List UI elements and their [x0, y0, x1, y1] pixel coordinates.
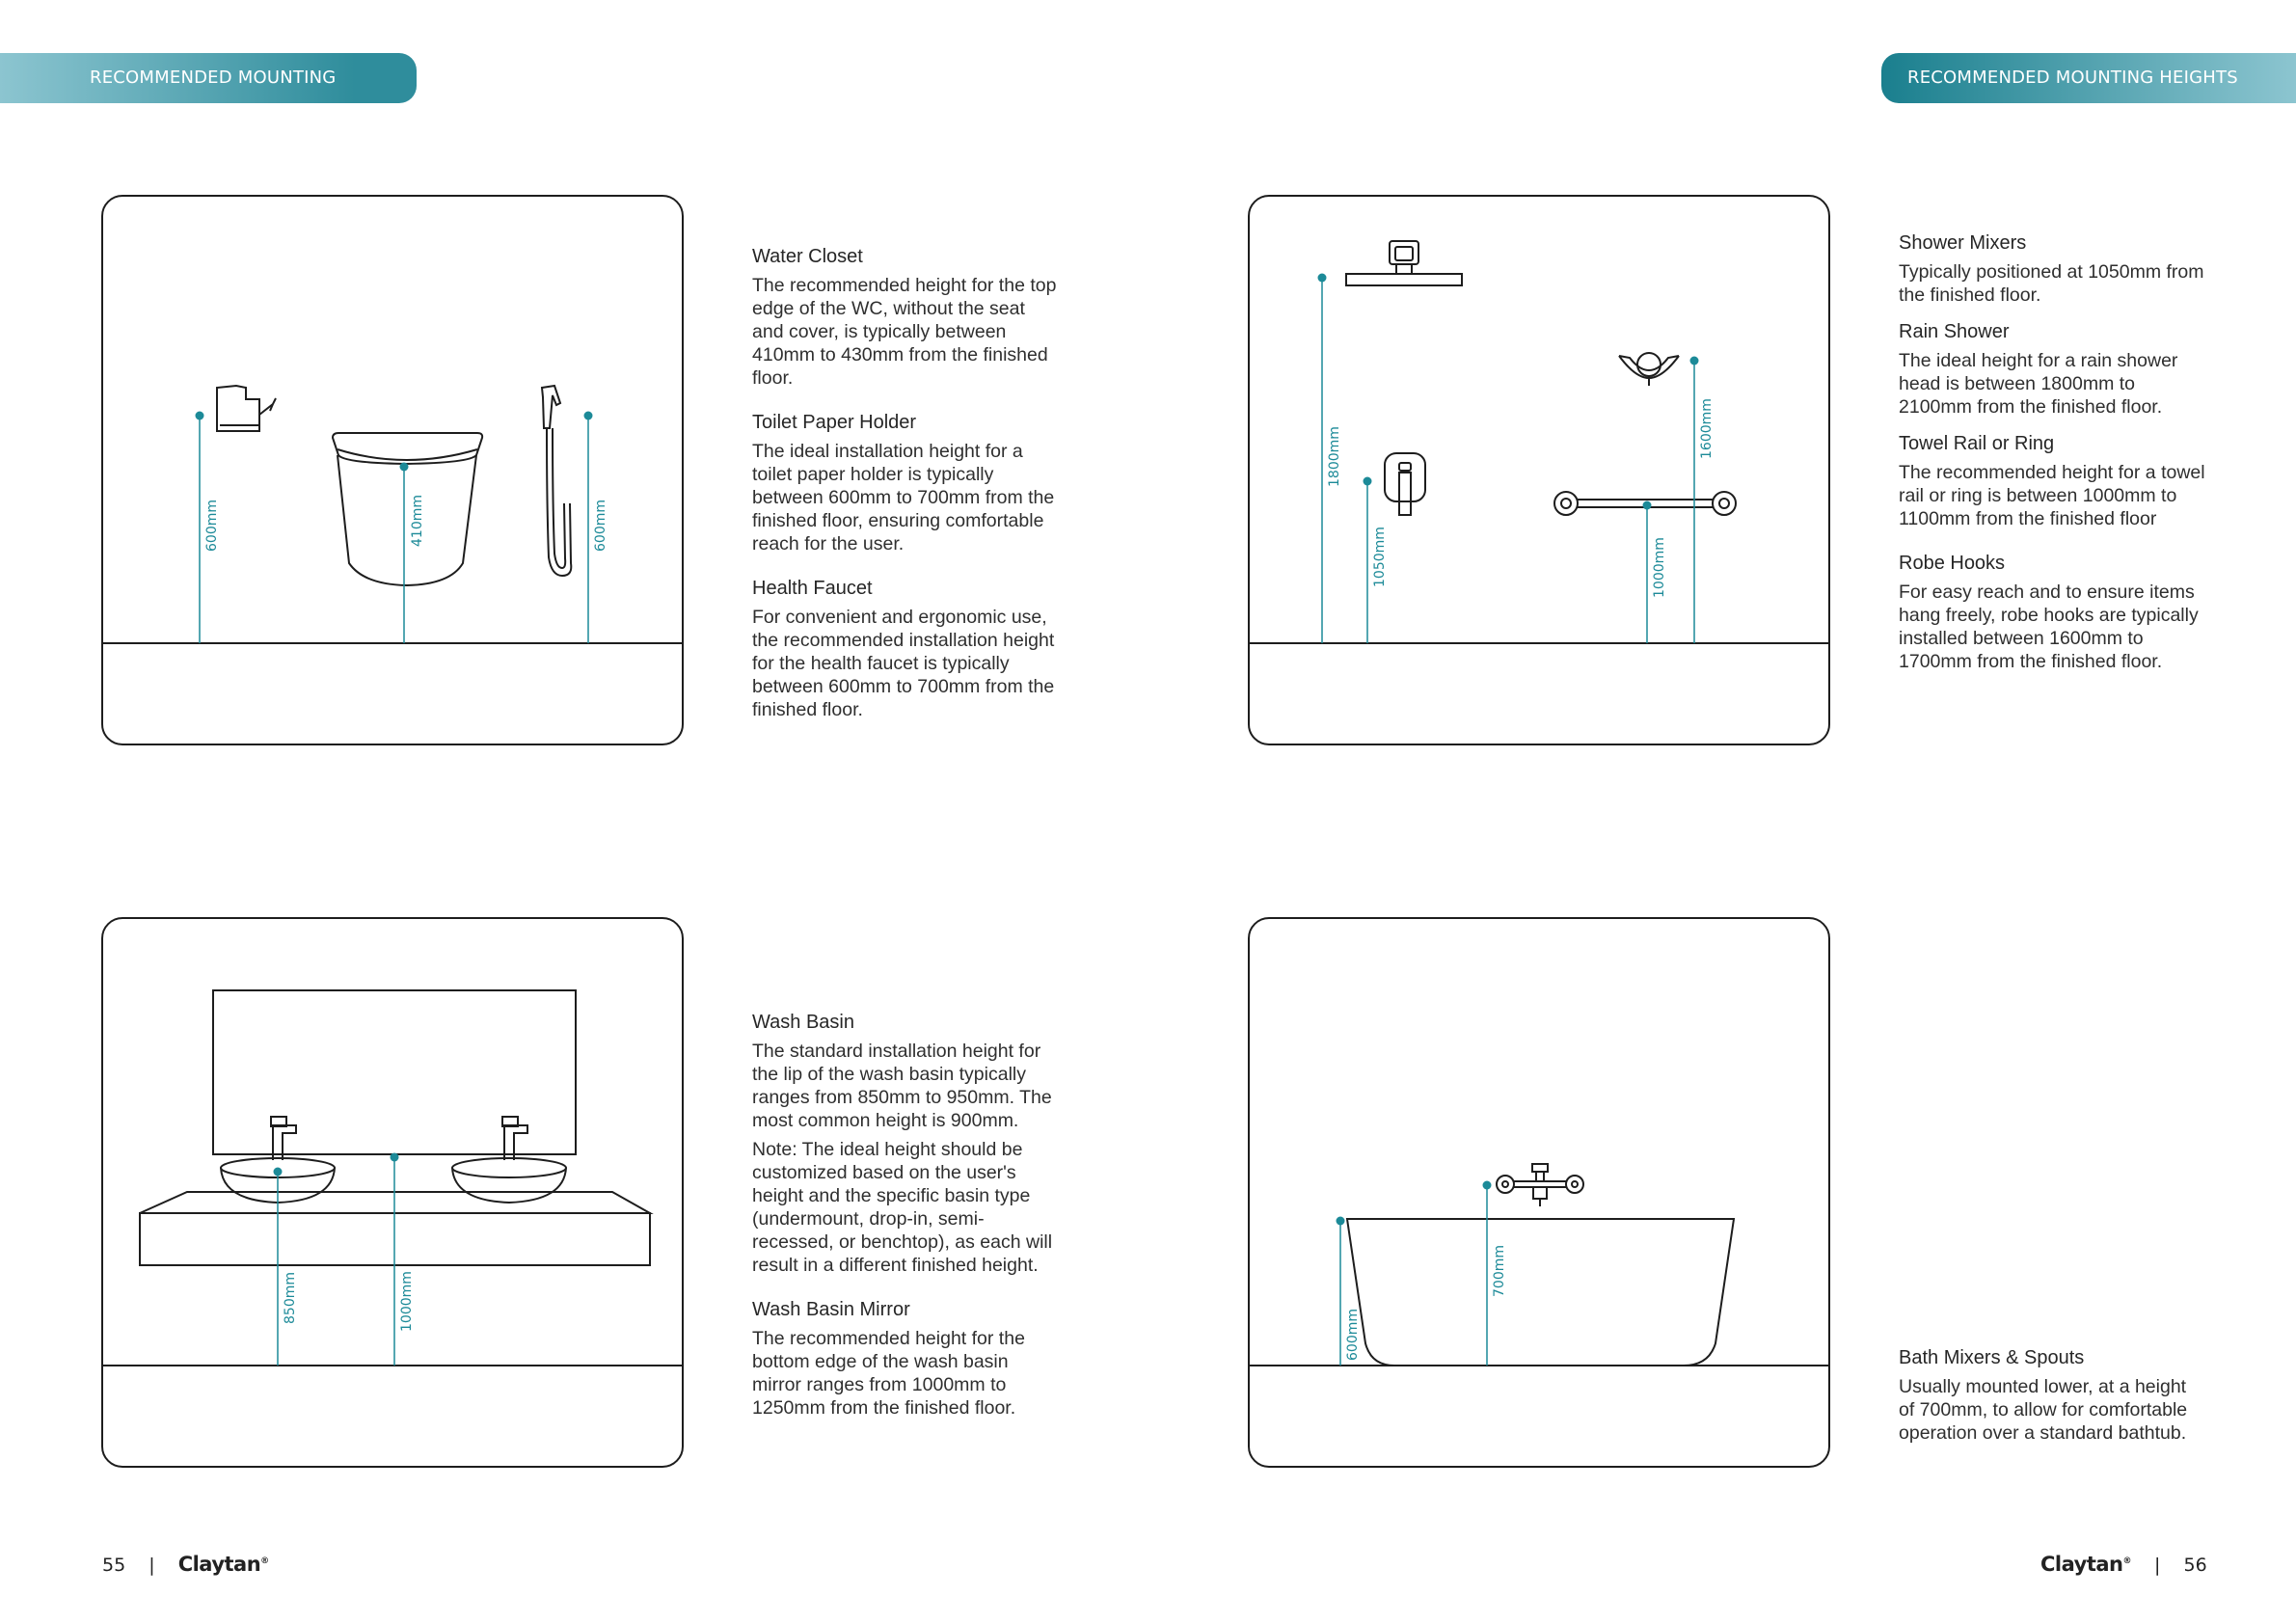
section-tab-left: RECOMMENDED MOUNTING HEIGHTS: [0, 53, 417, 103]
rain-shower-title: Rain Shower: [1899, 321, 2010, 342]
robe-hook-icon: [1619, 353, 1679, 386]
bath-mixer-icon: [1497, 1164, 1583, 1206]
dimension-label: 1600mm: [1699, 398, 1715, 459]
footer-left: [102, 1553, 269, 1576]
dimension-dot: [274, 1168, 283, 1177]
bath-diagram-panel: [1248, 917, 1830, 1468]
shower-diagram: [1250, 197, 1830, 745]
towel-rail-title: Towel Rail or Ring: [1899, 433, 2055, 454]
robe-hooks-title: Robe Hooks: [1899, 553, 2006, 574]
dimension-label: 1000mm: [1652, 537, 1667, 598]
wc-text-block: [752, 245, 1059, 743]
dimension-dot: [1318, 274, 1327, 283]
dimension-dot: [1364, 477, 1372, 486]
dimension-dot: [196, 412, 204, 420]
toilet-paper-holder-icon: [217, 386, 276, 431]
wall-hung-toilet-icon: [333, 433, 482, 585]
dimension-label: 1050mm: [1372, 527, 1388, 587]
dimension-dot: [584, 412, 593, 420]
shower-mixers-title: Shower Mixers: [1899, 232, 2027, 254]
rain-shower-body: The ideal height for a rain shower head is between 1800mm to 2100mm from the finished floor.: [1899, 350, 2178, 418]
wash-basin-mirror-body: The recommended height for the bottom edge of the wash basin mirror ranges from 1000mm to 1250mm from the finished floor.: [752, 1328, 1025, 1419]
robe-hooks-body: For easy reach and to ensure items hang freely, robe hooks are typically installed between 1600mm to 1700mm from the finished floor.: [1899, 582, 2199, 672]
brand-logo-left: Claytan®: [177, 1553, 269, 1576]
dimension-dot: [1337, 1217, 1345, 1226]
towel-rail-body: The recommended height for a towel rail or ring is between 1000mm to 1100mm from the finished floor: [1899, 462, 2205, 529]
dimension-label: 850mm: [283, 1272, 298, 1324]
basin-text-block: [752, 1011, 1059, 1441]
bath-mixers-body: Usually mounted lower, at a height of 700mm, to allow for comfortable operation over a standard bathtub.: [1899, 1376, 2188, 1444]
wc-diagram-panel: [101, 195, 684, 745]
dimension-label: 600mm: [1345, 1309, 1361, 1361]
toilet-paper-holder-title: Toilet Paper Holder: [752, 412, 917, 433]
footer-separator: |: [149, 1555, 155, 1576]
dimension-dot: [1643, 501, 1652, 510]
dimension-label: 410mm: [410, 495, 425, 547]
shower-text-block: [1899, 231, 2209, 694]
toilet-paper-holder-body: The ideal installation height for a toilet paper holder is typically between 600mm to 700mm from the finished floor, ensuring comfortable reach for the user.: [752, 441, 1055, 555]
footer-right: [2040, 1553, 2207, 1576]
dimension-label: 1800mm: [1327, 426, 1342, 487]
health-faucet-title: Health Faucet: [752, 578, 873, 599]
bath-text-block: [1899, 1346, 2188, 1466]
dimension-label: 600mm: [204, 500, 220, 552]
dimension-dot: [391, 1153, 399, 1162]
wash-basin-body: The standard installation height for the lip of the wash basin typically ranges from 850mm to 950mm. The most common height is 900mm.: [752, 1041, 1052, 1131]
health-faucet-body: For convenient and ergonomic use, the recommended installation height for the health faucet is typically between 600mm to 700mm from the finished floor.: [752, 607, 1055, 720]
page-number-left: 55: [102, 1555, 126, 1576]
bathtub-icon: [1347, 1219, 1734, 1366]
basin-right-icon: [452, 1117, 566, 1203]
wash-basin-note: Note: The ideal height should be customized based on the user's height and the specific basin type (undermount, drop-in, semi-recessed, or benchtop), as each will result in a different finished height.: [752, 1139, 1053, 1276]
health-faucet-icon: [542, 386, 571, 576]
rain-shower-icon: [1346, 241, 1462, 285]
shower-mixer-icon: [1385, 453, 1425, 515]
dimension-dot: [400, 463, 409, 472]
dimension-label: 600mm: [593, 500, 608, 552]
dimension-dot: [1690, 357, 1699, 365]
dimension-label: 1000mm: [399, 1271, 415, 1332]
mirror-icon: [213, 990, 576, 1154]
dimension-label: 700mm: [1492, 1245, 1507, 1297]
page-number-right: 56: [2183, 1555, 2207, 1576]
shower-diagram-panel: [1248, 195, 1830, 745]
bath-mixers-title: Bath Mixers & Spouts: [1899, 1347, 2085, 1368]
wc-diagram: [103, 197, 684, 745]
water-closet-body: The recommended height for the top edge of the WC, without the seat and cover, is typically between 410mm to 430mm from the finished floor.: [752, 275, 1057, 389]
brand-logo-right: Claytan®: [2040, 1553, 2131, 1576]
bath-diagram: [1250, 919, 1830, 1468]
wash-basin-title: Wash Basin: [752, 1012, 854, 1033]
section-tab-right: RECOMMENDED MOUNTING HEIGHTS: [1881, 53, 2296, 103]
basin-diagram: [103, 919, 684, 1468]
water-closet-title: Water Closet: [752, 246, 863, 267]
wash-basin-mirror-title: Wash Basin Mirror: [752, 1299, 910, 1320]
footer-separator: |: [2154, 1555, 2161, 1576]
basin-diagram-panel: [101, 917, 684, 1468]
shower-mixers-body: Typically positioned at 1050mm from the finished floor.: [1899, 261, 2204, 306]
dimension-dot: [1483, 1181, 1492, 1190]
